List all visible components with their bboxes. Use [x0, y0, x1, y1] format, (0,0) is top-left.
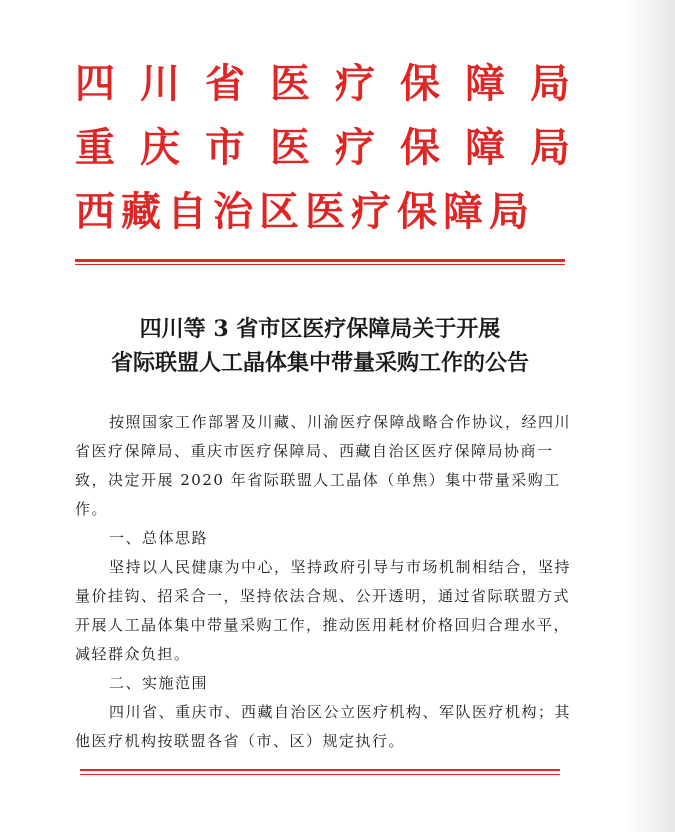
document-body	[75, 408, 575, 756]
title-line-2: 省际联盟人工晶体集中带量采购工作的公告	[110, 350, 529, 376]
section-text-scope: 四川省、重庆市、西藏自治区公立医疗机构、军队医疗机构；其他医疗机构按联盟各省（市、区）规定执行。	[75, 703, 572, 750]
agency-name-tibet: 西藏自治区医疗保障局	[75, 189, 535, 235]
section-heading-overall-approach: 一、总体思路	[109, 529, 209, 547]
agency-name-chongqing: 重庆市医疗保障局	[75, 125, 595, 171]
footer-divider-thick	[80, 769, 560, 771]
header-divider-thin	[75, 264, 565, 265]
section-text-overall-approach: 坚持以人民健康为中心，坚持政府引导与市场机制相结合，坚持量价挂钩、招采合一，坚持依法合规、公开透明，通过省际联盟方式开展人工晶体集中带量采购工作，推动医用耗材价格回归合理水平，减轻群众负担。	[75, 558, 572, 663]
agency-name-sichuan: 四川省医疗保障局	[75, 61, 595, 107]
footer-divider-thin	[80, 774, 560, 775]
title-line-1: 四川等 3 省市区医疗保障局关于开展	[139, 316, 501, 342]
page-edge-shadow	[627, 0, 675, 832]
header-divider-thick	[75, 259, 565, 262]
document-title	[75, 312, 565, 380]
issuing-agencies-header	[75, 61, 595, 254]
section-heading-scope: 二、实施范围	[109, 674, 209, 692]
intro-paragraph: 按照国家工作部署及川藏、川渝医疗保障战略合作协议，经四川省医疗保障局、重庆市医疗保障局、西藏自治区医疗保障局协商一致，决定开展 2020 年省际联盟人工晶体（单焦）集中带量采购工作。	[75, 413, 572, 518]
